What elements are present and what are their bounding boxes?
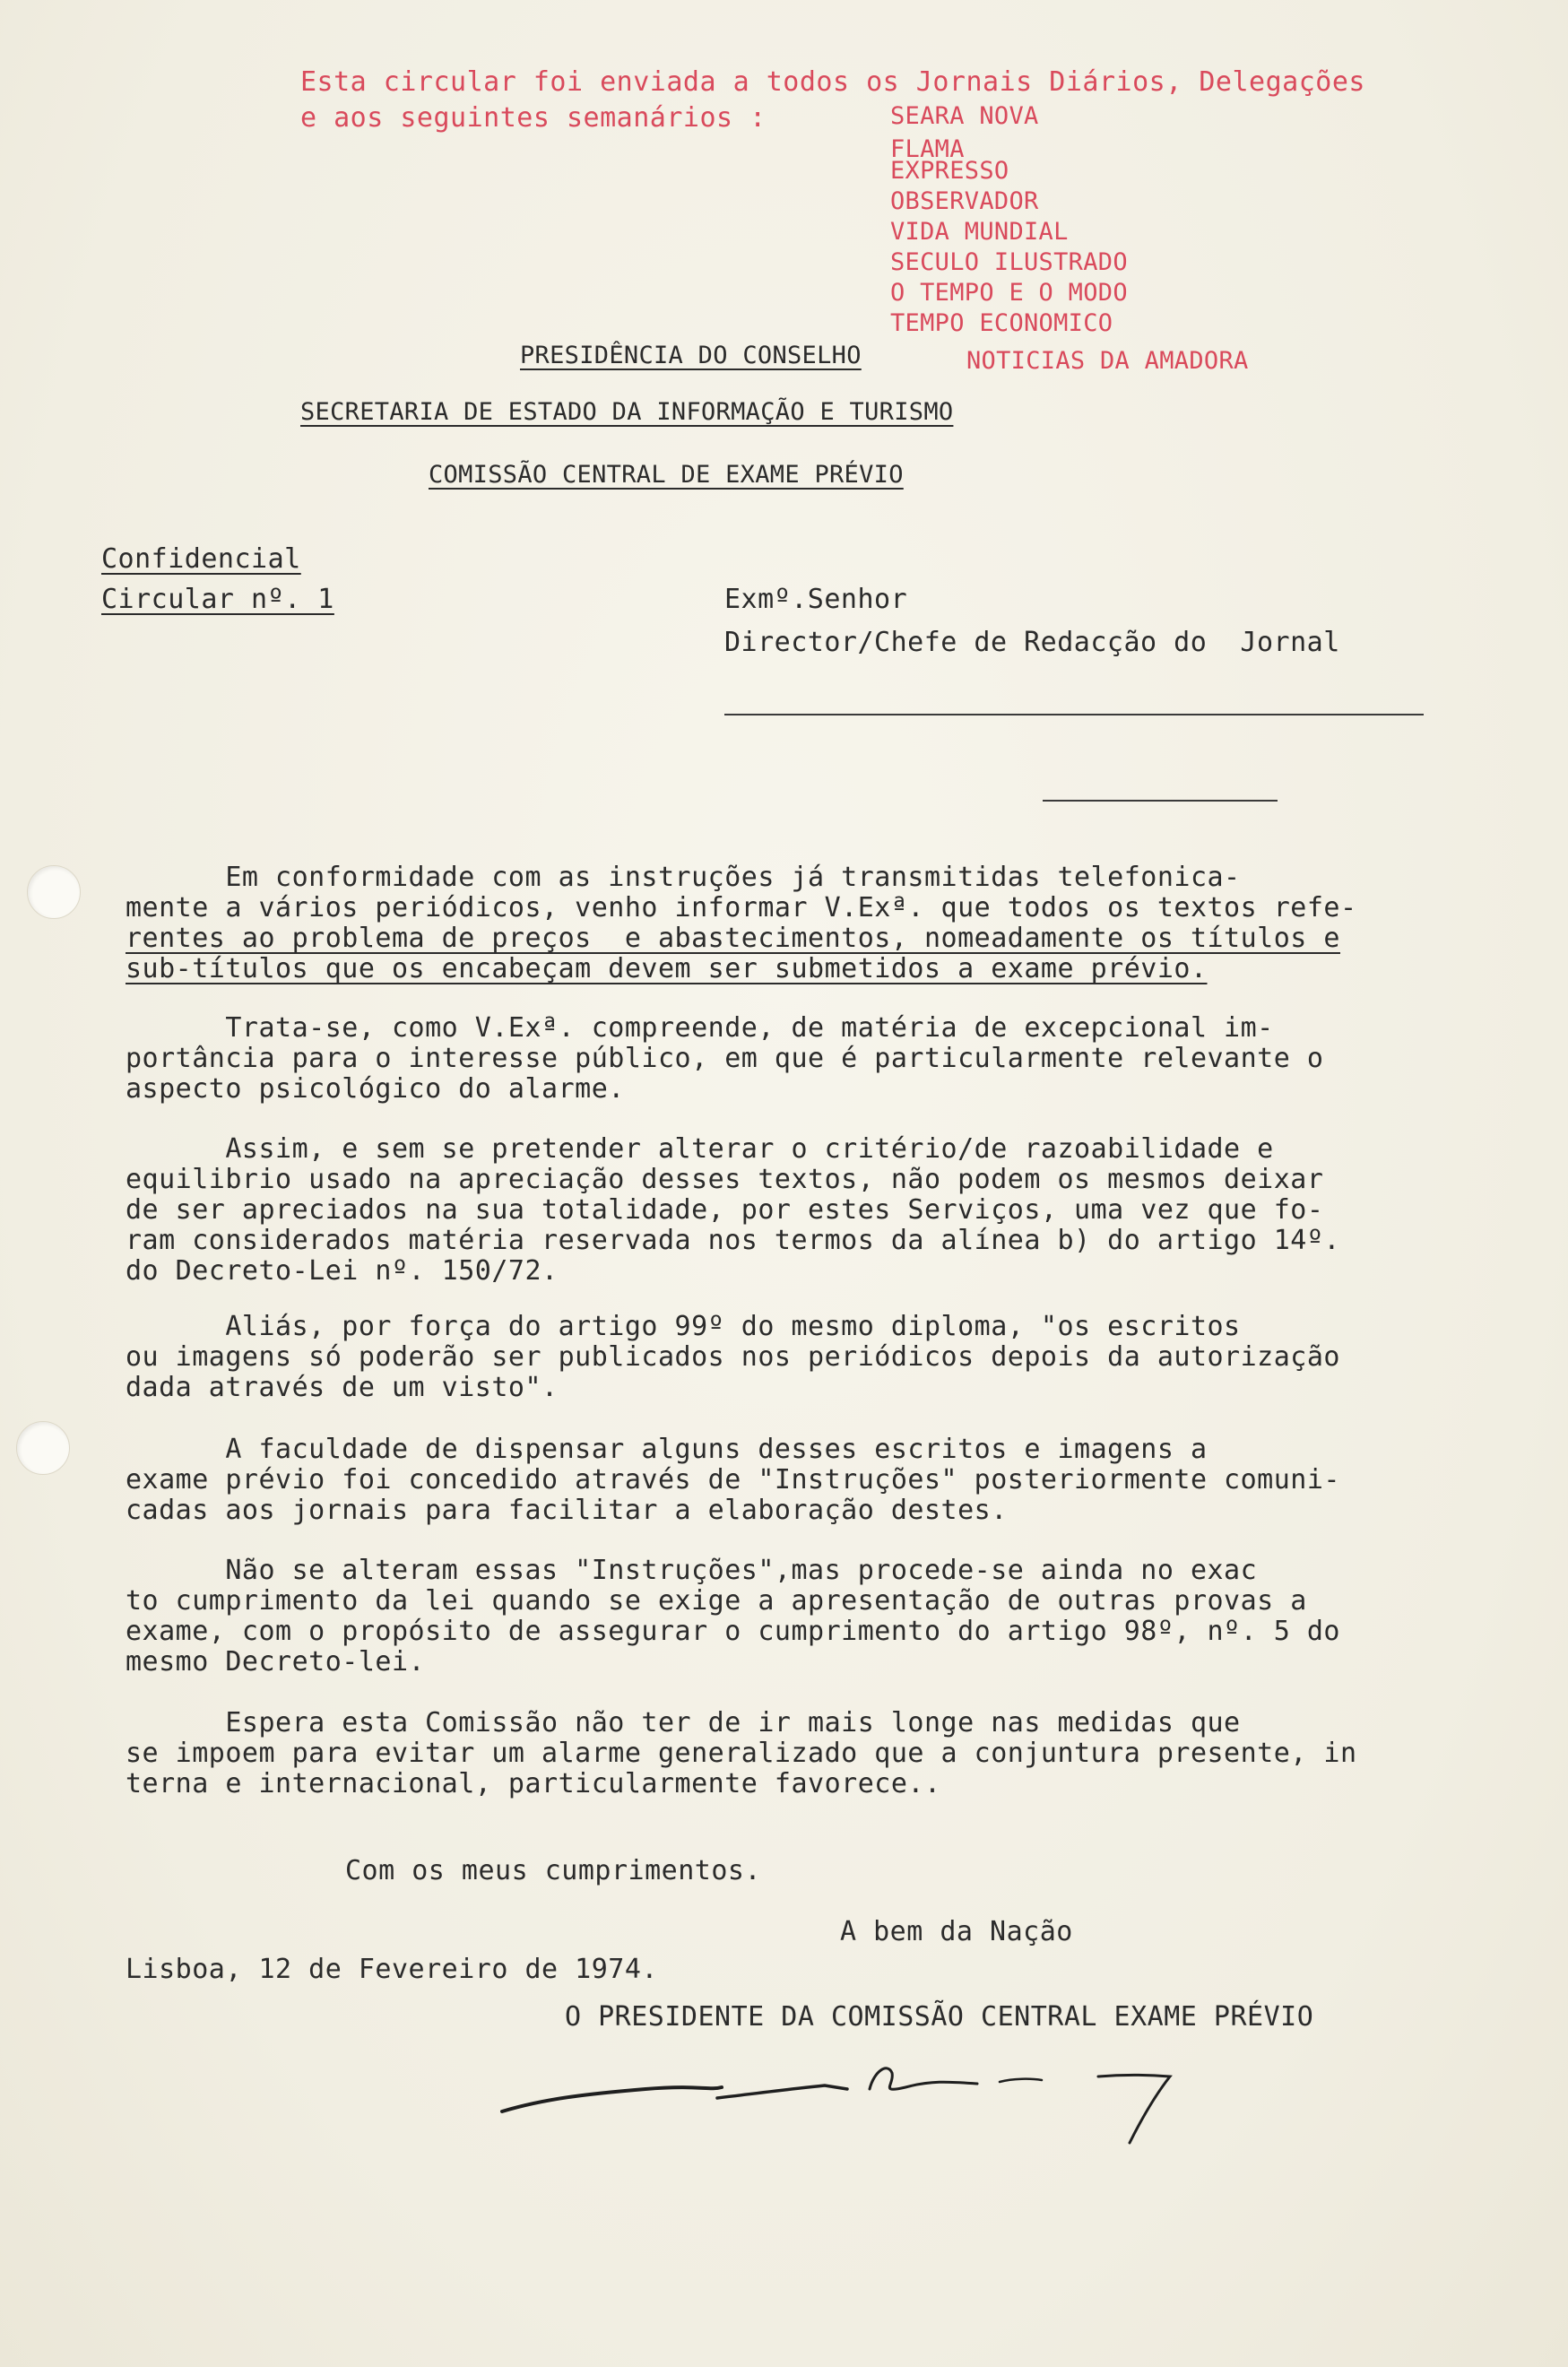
- paragraph-line: ram considerados matéria reservada nos termos da alínea b) do artigo 14º.: [126, 1225, 1340, 1256]
- weekly-list-item: SEARA NOVA: [890, 102, 1039, 130]
- punch-hole-bottom: [16, 1421, 70, 1475]
- paragraph-line: aspecto psicológico do alarme.: [126, 1073, 625, 1105]
- weekly-list-item: NOTICIAS DA AMADORA: [966, 347, 1249, 375]
- paragraph-line: equilibrio usado na apreciação desses textos, não podem os mesmos deixar: [126, 1164, 1324, 1195]
- paragraph-4: [126, 1312, 1470, 1403]
- signatory-title: O PRESIDENTE DA COMISSÃO CENTRAL EXAME PRÉVIO: [565, 2001, 1314, 2033]
- punch-hole-top: [27, 865, 81, 919]
- paragraph-line: Em conformidade com as instruções já transmitidas telefonica-: [126, 862, 1241, 893]
- paragraph-line: dada através de um visto".: [126, 1372, 559, 1403]
- weekly-list-item: FLAMA: [890, 135, 965, 163]
- paragraph-line: Não se alteram essas "Instruções",mas procede-se ainda no exac: [126, 1555, 1258, 1586]
- paragraph-7: [126, 1708, 1470, 1799]
- paragraph-line: mesmo Decreto-lei.: [126, 1646, 426, 1678]
- paragraph-line: do Decreto-Lei nº. 150/72.: [126, 1255, 559, 1287]
- paragraph-line: de ser apreciados na sua totalidade, por estes Serviços, uma vez que fo-: [126, 1194, 1324, 1226]
- salutation: Exmº.Senhor: [724, 584, 908, 615]
- paragraph-line: sub-títulos que os encabeçam devem ser submetidos a exame prévio.: [126, 953, 1208, 984]
- paragraph-6: [126, 1556, 1470, 1678]
- weekly-list-item: O TEMPO E O MODO: [890, 279, 1128, 307]
- weekly-list-item: TEMPO ECONOMICO: [890, 309, 1113, 337]
- paragraph-line: to cumprimento da lei quando se exige a apresentação de outras provas a: [126, 1585, 1307, 1617]
- weekly-list-item: SECULO ILUSTRADO: [890, 248, 1128, 276]
- closing-greeting: Com os meus cumprimentos.: [345, 1855, 762, 1886]
- paragraph-1: [126, 863, 1470, 984]
- paragraph-2: [126, 1013, 1470, 1105]
- paragraph-line: ou imagens só poderão ser publicados nos periódicos depois da autorização: [126, 1341, 1340, 1373]
- paragraph-line: exame, com o propósito de assegurar o cumprimento do artigo 98º, nº. 5 do: [126, 1616, 1340, 1647]
- paragraph-line: mente a vários periódicos, venho informar V.Exª. que todos os textos refe-: [126, 892, 1357, 923]
- closing-motto: A bem da Nação: [840, 1916, 1073, 1947]
- paragraph-line: Trata-se, como V.Exª. compreende, de matéria de excepcional im-: [126, 1012, 1274, 1044]
- paragraph-line: Aliás, por força do artigo 99º do mesmo diploma, "os escritos: [126, 1311, 1241, 1342]
- paragraph-line: A faculdade de dispensar alguns desses escritos e imagens a: [126, 1434, 1208, 1465]
- paragraph-3: [126, 1134, 1470, 1287]
- classification-label: Confidencial: [101, 543, 301, 575]
- addressee-line: Director/Chefe de Redacção do Jornal: [724, 627, 1340, 658]
- circular-number: Circular nº. 1: [101, 584, 334, 615]
- paragraph-line: cadas aos jornais para facilitar a elaboração destes.: [126, 1495, 1008, 1526]
- weekly-list-item: EXPRESSO: [890, 157, 1009, 185]
- weekly-list-item: OBSERVADOR: [890, 187, 1039, 215]
- letterhead-secretariat: SECRETARIA DE ESTADO DA INFORMAÇÃO E TURISMO: [300, 398, 954, 426]
- addressee-blank-rule: [724, 714, 1424, 715]
- place-date: Lisboa, 12 de Fevereiro de 1974.: [126, 1954, 658, 1985]
- weekly-list-item: VIDA MUNDIAL: [890, 218, 1069, 246]
- distribution-note-line-2: e aos seguintes semanários :: [300, 102, 767, 134]
- paragraph-line: portância para o interesse público, em que é particularmente relevante o: [126, 1043, 1324, 1074]
- paragraph-5: [126, 1435, 1470, 1526]
- addressee-short-rule: [1043, 800, 1278, 802]
- paragraph-line: rentes ao problema de preços e abastecimentos, nomeadamente os títulos e: [126, 923, 1340, 954]
- paragraph-line: exame prévio foi concedido através de "Instruções" posteriormente comuni-: [126, 1464, 1340, 1496]
- letterhead-presidency: PRESIDÊNCIA DO CONSELHO: [520, 342, 862, 369]
- paragraph-line: Espera esta Comissão não ter de ir mais longe nas medidas que: [126, 1707, 1241, 1738]
- paragraph-line: terna e internacional, particularmente favorece..: [126, 1768, 941, 1799]
- distribution-note-line-1: Esta circular foi enviada a todos os Jornais Diários, Delegações: [300, 66, 1365, 98]
- paragraph-line: se impoem para evitar um alarme generalizado que a conjuntura presente, in: [126, 1738, 1357, 1769]
- handwritten-signature: [493, 2053, 1246, 2170]
- letterhead-commission: COMISSÃO CENTRAL DE EXAME PRÉVIO: [429, 461, 904, 489]
- paragraph-line: Assim, e sem se pretender alterar o critério/de razoabilidade e: [126, 1133, 1274, 1165]
